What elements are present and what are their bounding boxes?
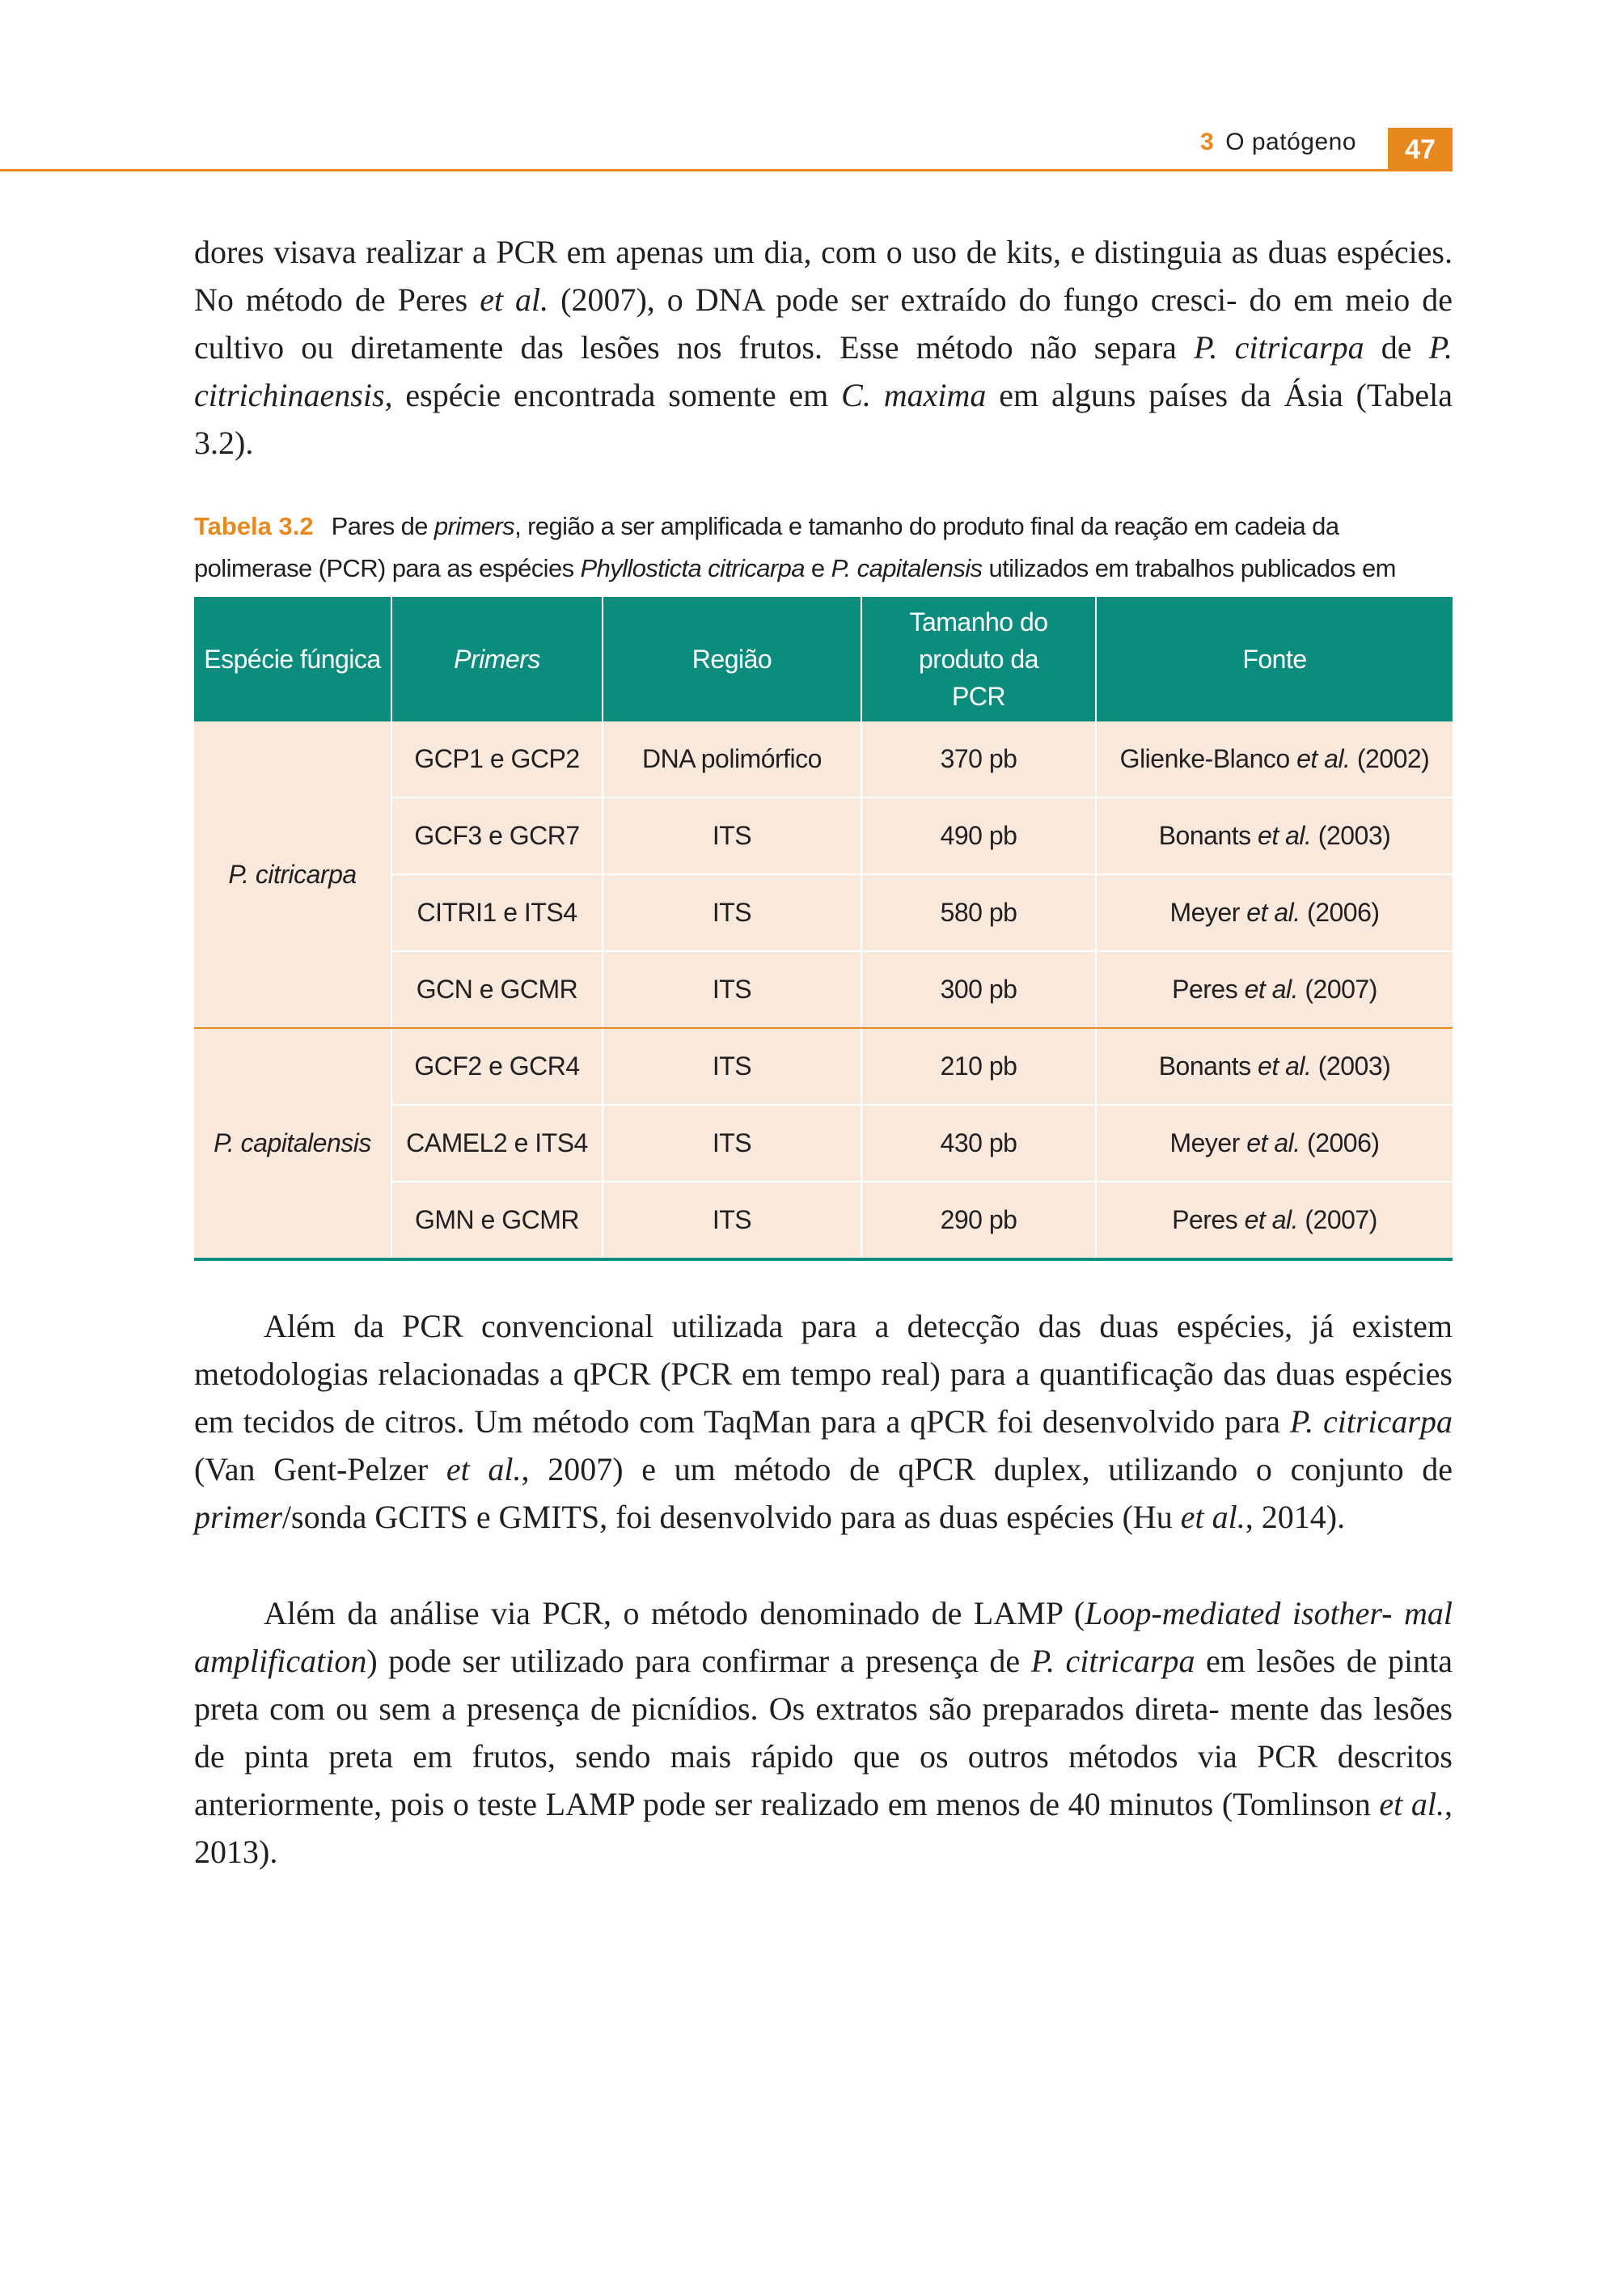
source-author: Bonants xyxy=(1158,1051,1258,1081)
body-paragraph-3 xyxy=(194,1589,1453,1876)
source-author: Glienke-Blanco xyxy=(1119,744,1297,773)
italic-text-segment: Loop-mediated isother- mal amplification xyxy=(194,1595,1453,1679)
source-etal: et al. xyxy=(1246,1128,1300,1157)
text-segment: , 2014). xyxy=(1245,1499,1346,1535)
primers-cell: GCN e GCMR xyxy=(391,951,603,1028)
text-segment: (Van Gent-Pelzer xyxy=(194,1451,446,1487)
species-cell: P. capitalensis xyxy=(194,1028,391,1259)
size-cell: 300 pb xyxy=(861,951,1096,1028)
italic-text-segment: P. citrichinaensis, xyxy=(194,329,1453,413)
size-cell: 580 pb xyxy=(861,874,1096,951)
size-cell: 430 pb xyxy=(861,1105,1096,1182)
text-segment: , 2013). xyxy=(194,1786,1453,1870)
primers-cell: CITRI1 e ITS4 xyxy=(391,874,603,951)
source-etal: et al. xyxy=(1258,821,1312,850)
text-segment: , região a ser amplificada e tamanho do produto final da reação em cadeia da polimerase (PCR) para as espécies xyxy=(194,512,1339,582)
source-cell xyxy=(1096,874,1453,951)
italic-text-segment: et al. xyxy=(446,1451,522,1487)
italic-text-segment: P. capitalensis xyxy=(831,554,983,582)
italic-text-segment: C. maxima xyxy=(841,377,987,413)
text-segment: ) pode ser utilizado para confirmar a presença de xyxy=(366,1643,1031,1679)
primers-cell: GCF2 e GCR4 xyxy=(391,1028,603,1105)
source-etal: et al. xyxy=(1258,1051,1312,1081)
source-etal: et al. xyxy=(1296,744,1351,773)
column-header: Região xyxy=(603,597,861,721)
table-body xyxy=(194,721,1453,1259)
text-segment: espécie encontrada somente em xyxy=(392,377,842,413)
text-segment: e xyxy=(804,554,831,582)
text-segment: (2007), o DNA pode ser extraído do fungo cresci- do em meio de cultivo ou diretamente das lesões nos frutos. Esse método não separa xyxy=(194,281,1453,366)
source-author: Meyer xyxy=(1169,898,1247,927)
species-cell: P. citricarpa xyxy=(194,721,391,1028)
table-caption-label: Tabela 3.2 xyxy=(194,512,314,540)
region-cell: ITS xyxy=(603,797,861,874)
column-header: Primers xyxy=(391,597,603,721)
region-cell: ITS xyxy=(603,1182,861,1259)
table-row xyxy=(194,721,1453,797)
italic-text-segment: et al. xyxy=(480,281,549,318)
text-segment: dores visava realizar a PCR em apenas um dia, com o uso de kits, e distinguia as duas espécies. No método de Peres xyxy=(194,234,1453,318)
source-cell xyxy=(1096,797,1453,874)
text-segment: /sonda GCITS e GMITS, foi desenvolvido para as duas espécies (Hu xyxy=(281,1499,1181,1535)
running-header xyxy=(0,0,1624,171)
column-header: Fonte xyxy=(1096,597,1453,721)
source-year: (2003) xyxy=(1311,821,1391,850)
region-cell: ITS xyxy=(603,951,861,1028)
text-segment: , 2007) e um método de qPCR duplex, utilizando o conjunto de xyxy=(521,1451,1453,1487)
source-etal: et al. xyxy=(1244,975,1298,1004)
italic-text-segment: primers xyxy=(433,512,515,540)
text-segment: Além da análise via PCR, o método denominado de LAMP ( xyxy=(264,1595,1085,1631)
table-header-row xyxy=(194,597,1453,721)
italic-text-segment: Phyllosticta citricarpa xyxy=(580,554,805,582)
source-year: (2007) xyxy=(1297,975,1377,1004)
header-rule xyxy=(0,169,1453,171)
chapter-title: O patógeno xyxy=(1225,129,1356,155)
source-year: (2006) xyxy=(1300,1128,1380,1157)
source-cell xyxy=(1096,951,1453,1028)
source-author: Peres xyxy=(1172,975,1245,1004)
source-cell xyxy=(1096,1028,1453,1105)
text-segment: Pares de xyxy=(331,512,434,540)
chapter-header xyxy=(1200,128,1356,157)
italic-text-segment: P. citricarpa xyxy=(1289,1403,1453,1440)
italic-text-segment: et al. xyxy=(1379,1786,1445,1822)
size-cell: 490 pb xyxy=(861,797,1096,874)
text-segment: utilizados em trabalhos publicados em xyxy=(988,554,1396,582)
text-segment: em alguns países da Ásia (Tabela 3.2). xyxy=(194,377,1453,461)
table-row xyxy=(194,1028,1453,1105)
region-cell: ITS xyxy=(603,874,861,951)
column-header: Tamanho do produto da PCR xyxy=(861,597,1096,721)
chapter-number: 3 xyxy=(1200,129,1215,155)
source-author: Meyer xyxy=(1169,1128,1247,1157)
page-number: 47 xyxy=(1388,128,1453,171)
source-etal: et al. xyxy=(1246,898,1300,927)
source-year: (2003) xyxy=(1311,1051,1391,1081)
primers-cell: GCF3 e GCR7 xyxy=(391,797,603,874)
region-cell: ITS xyxy=(603,1028,861,1105)
column-header: Espécie fúngica xyxy=(194,597,391,721)
italic-text-segment: P. citricarpa xyxy=(1194,329,1364,366)
body-paragraph-1 xyxy=(194,228,1453,467)
italic-text-segment: et al. xyxy=(1180,1499,1245,1535)
text-segment: em lesões de pinta preta com ou sem a presença de picnídios. Os extratos são preparados direta- mente das lesões de pinta preta em frutos, sendo mais rápido que os outros métodos via PCR descritos anteriormente, pois o teste LAMP pode ser realizado em menos de 40 minutos (Tomlinson xyxy=(194,1643,1453,1822)
primers-table xyxy=(194,597,1453,1261)
source-year: (2002) xyxy=(1350,744,1430,773)
source-year: (2006) xyxy=(1300,898,1380,927)
source-author: Bonants xyxy=(1158,821,1258,850)
italic-text-segment: P. citricarpa xyxy=(1030,1643,1195,1679)
size-cell: 210 pb xyxy=(861,1028,1096,1105)
source-etal: et al. xyxy=(1244,1205,1298,1234)
body-paragraph-2 xyxy=(194,1302,1453,1541)
primers-cell: GMN e GCMR xyxy=(391,1182,603,1259)
source-year: (2007) xyxy=(1297,1205,1377,1234)
primers-cell: GCP1 e GCP2 xyxy=(391,721,603,797)
source-cell xyxy=(1096,1182,1453,1259)
size-cell: 290 pb xyxy=(861,1182,1096,1259)
region-cell: ITS xyxy=(603,1105,861,1182)
text-segment: de xyxy=(1364,329,1429,366)
italic-text-segment: primer xyxy=(194,1499,282,1535)
size-cell: 370 pb xyxy=(861,721,1096,797)
source-author: Peres xyxy=(1172,1205,1245,1234)
source-cell xyxy=(1096,721,1453,797)
table-header xyxy=(194,597,1453,721)
primers-cell: CAMEL2 e ITS4 xyxy=(391,1105,603,1182)
text-segment: Além da PCR convencional utilizada para a detecção das duas espécies, já existem metodologias relacionadas a qPCR (PCR em tempo real) para a quantificação das duas espécies em tecidos de citros. Um método com TaqMan para a qPCR foi desenvolvido para xyxy=(194,1308,1453,1440)
source-cell xyxy=(1096,1105,1453,1182)
region-cell: DNA polimórfico xyxy=(603,721,861,797)
